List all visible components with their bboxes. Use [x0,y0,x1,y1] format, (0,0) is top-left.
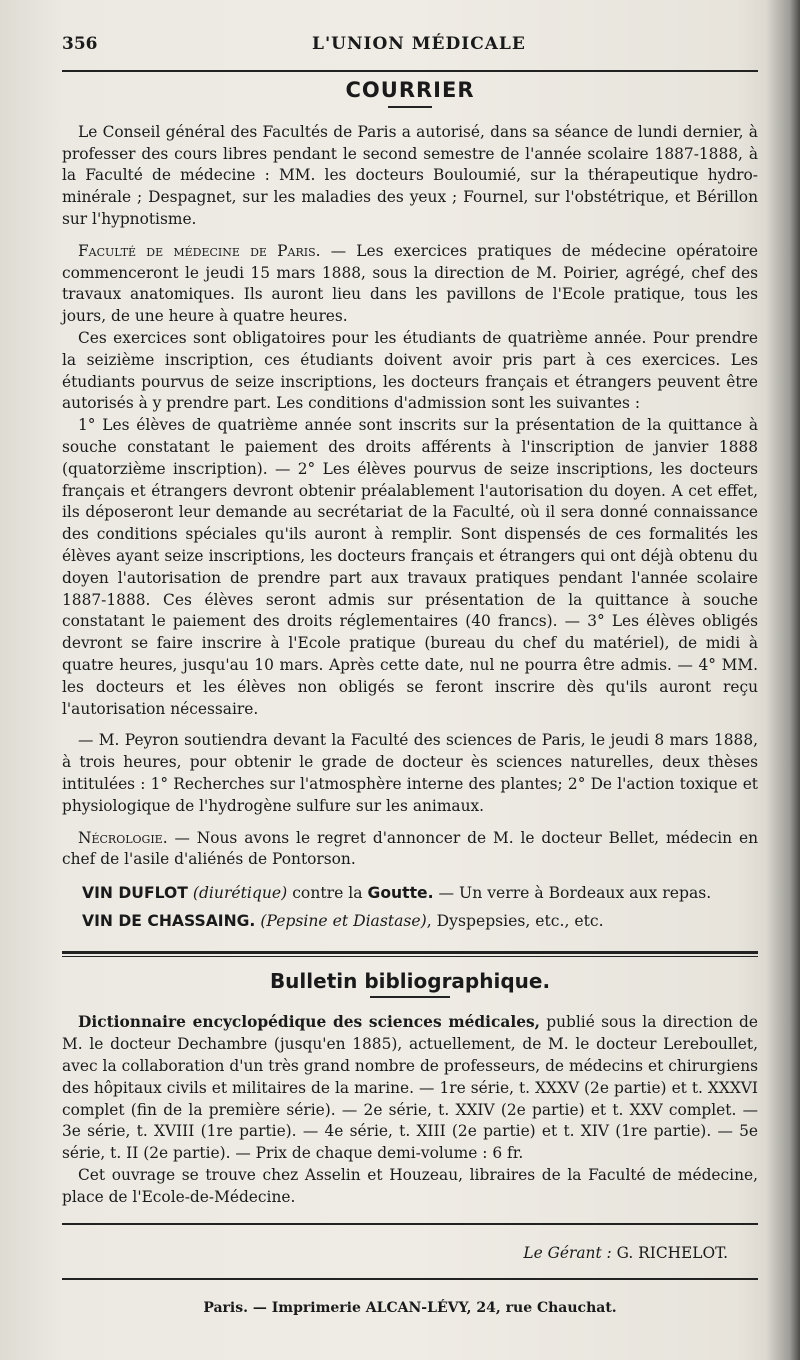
paragraph-exercices: Ces exercices sont obligatoires pour les étudiants de quatrième année. Pour prendre la seizième inscription, ces étudiants doivent avoir pris part à ces exercices. Les étudiants pourvus de seize inscriptions, les docteurs français et étrangers peuvent être autorisés à y prendre part. Les conditions d'admission sont les suivantes : [62,328,758,413]
advert-vin-duflot-mid: contre la [287,884,368,903]
advert-vin-duflot-name: VIN DUFLOT [82,884,188,903]
paragraph-ouvrage: Cet ouvrage se trouve chez Asselin et Houzeau, libraires de la Faculté de médecine, place de l'Ecole-de-Médecine. [62,1166,758,1206]
page-number: 356 [62,34,98,54]
paragraph-faculte [62,241,758,328]
section-double-rule [62,951,758,957]
paragraph-dictionnaire-lead: Dictionnaire encyclopédique des sciences médicales, [78,1013,541,1032]
header-rule [62,70,758,72]
advert-vin-duflot-tail: — Un verre à Bordeaux aux repas. [433,884,712,903]
paragraph-faculte-body: — Les exercices pratiques de médecine opératoire commenceront le jeudi 15 mars 1888, sous la direction de M. Poirier, agrégé, chef des travaux anatomiques. Ils auront lieu dans les pavillons de l'Ecole pratique, tous les jours, de une heure à quatre heures. [62,241,758,326]
bulletin-title: Bulletin bibliographique. [269,968,551,993]
advert-vin-duflot [82,883,758,905]
paragraph-dictionnaire [62,1012,758,1165]
title-rule [388,106,432,108]
paragraph-necrologie-lead: Nécrologie. [78,828,168,847]
paragraph-necrologie [62,828,758,872]
gerant-name: G. RICHELOT. [611,1243,728,1262]
imprint-line: Paris. — Imprimerie ALCAN-LÉVY, 24, rue Chauchat. [203,1300,617,1317]
paragraph-conditions: 1° Les élèves de quatrième année sont inscrits sur la présentation de la quittance à souche constatant le paiement des droits afférents à l'inscription de janvier 1888 (quatorzième inscription). — 2° Les élèves pourvus de seize inscriptions, les docteurs français et étrangers devront obtenir préalablement l'autorisation du doyen. A cet effet, ils déposeront leur demande au secrétariat de la Faculté, où il sera donné connaissance des conditions spéciales qu'ils auront à remplir. Sont dispensés de ces formalités les élèves ayant seize inscriptions, les docteurs français et étrangers qui ont déjà obtenu du doyen l'autorisation de prendre part aux travaux pratiques pendant l'année scolaire 1887-1888. Ces élèves seront admis sur présentation de la quittance à souche constatant le paiement des droits réglementaires (40 francs). — 3° Les élèves obligés devront se faire inscrire à l'Ecole pratique (bureau du chef du matériel), de midi à quatre heures, jusqu'au 10 mars. Après cette date, nul ne pourra être admis. — 4° MM. les docteurs et les élèves non obligés se feront inscrire dès qu'ils auront reçu l'autorisation nécessaire. [62,416,758,718]
footer-rule [62,1278,758,1280]
signature-rule [62,1223,758,1225]
paragraph-necrologie-body: — Nous avons le regret d'annoncer de M. le docteur Bellet, médecin en chef de l'asile d'aliénés de Pontorson. [62,828,758,869]
paragraph-faculte-lead: Faculté de médecine de Paris. [78,241,321,260]
journal-title: L'UNION MÉDICALE [312,34,526,54]
paragraph-peyron: — M. Peyron soutiendra devant la Faculté des sciences de Paris, le jeudi 8 mars 1888, à trois heures, pour obtenir le grade de docteur ès sciences naturelles, deux thèses intitulées : 1° Recherches sur l'atmosphère interne des plantes; 2° De l'action toxique et physiologique de l'hydrogène sulfure sur les animaux. [62,731,758,815]
gerant-label: Le Gérant : [523,1243,612,1262]
advert-vin-chassaing-name: VIN DE CHASSAING. [82,911,256,930]
advert-vin-chassaing [82,911,758,933]
gerant-signature [62,1243,728,1265]
advert-vin-chassaing-note: (Pepsine et Diastase) [260,911,427,930]
advert-vin-duflot-note: (diurétique) [192,884,288,903]
advert-vin-duflot-disease: Goutte. [367,884,434,903]
bulletin-title-rule [370,996,450,998]
courrier-title: COURRIER [345,78,475,102]
page-content [62,34,758,1320]
page-binding-shadow [766,0,800,1360]
paragraph-dictionnaire-body: publié sous la direction de M. le docteur Dechambre (jusqu'en 1885), actuellement, de M. le docteur Lereboullet, avec la collaboration d'un très grand nombre de professeurs, de médecins et chirurgiens des hôpitaux civils et militaires de la marine. — 1re série, t. XXXV (2e partie) et t. XXXVI complet (fin de la première série). — 2e série, t. XXIV (2e partie) et t. XXV complet. — 3e série, t. XVIII (1re partie). — 4e série, t. XIII (2e partie) et t. XIV (1re partie). — 5e série, t. II (2e partie). — Prix de chaque demi-volume : 6 fr. [62,1013,758,1163]
running-header [62,34,758,64]
paragraph-conseil: Le Conseil général des Facultés de Paris a autorisé, dans sa séance de lundi dernier, à professer des cours libres pendant le second semestre de l'année scolaire 1887-1888, à la Faculté de médecine : MM. les docteurs Bouloumié, sur la thérapeutique hydro-minérale ; Despagnet, sur les maladies des yeux ; Fournel, sur l'obstétrique, et Bérillon sur l'hypnotisme. [62,122,758,228]
advert-vin-chassaing-tail: , Dyspepsies, etc., etc. [426,911,604,930]
